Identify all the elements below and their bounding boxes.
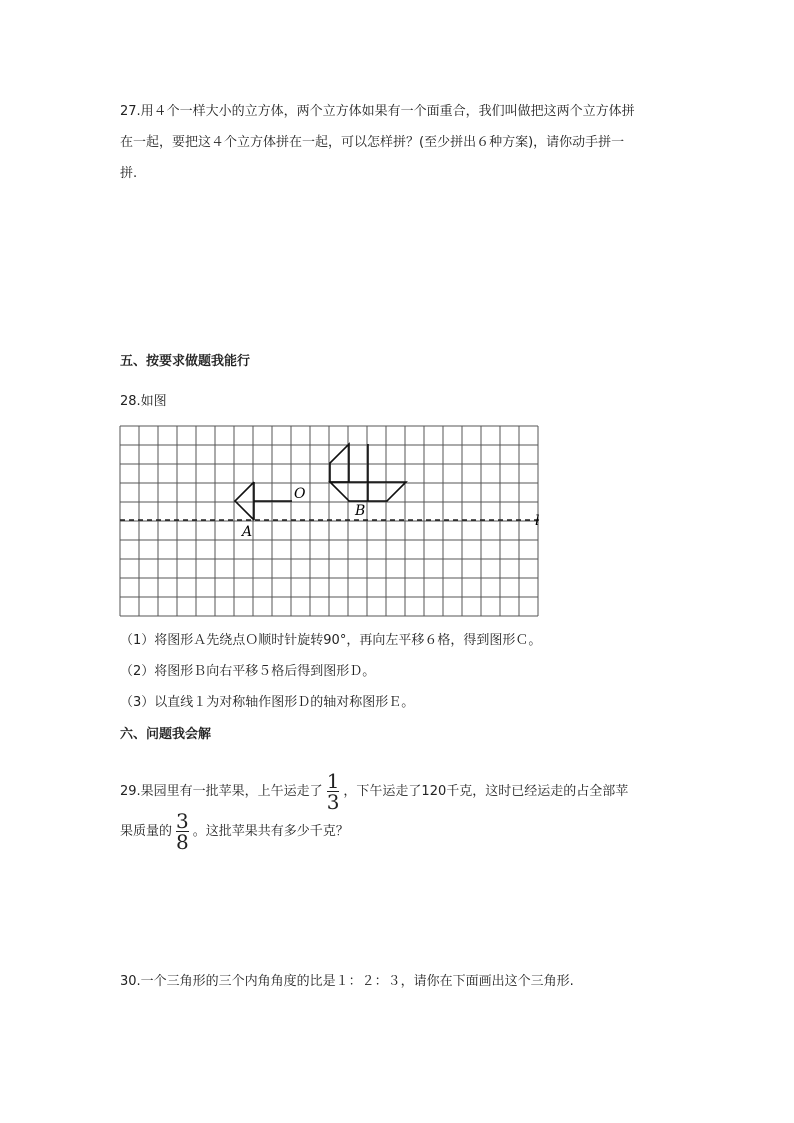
label-l: l [535,513,540,529]
grid-figure [118,424,543,618]
label-b: B [355,503,366,519]
section-6-title: 六、问题我会解 [120,727,212,742]
q28-item-2: （2）将图形Ｂ向右平移５格后得到图形Ｄ。 [120,664,376,679]
q29-text-c: 果质量的 [120,824,173,839]
label-o: O [294,486,306,502]
q27-line-1: 27.用４个一样大小的立方体，两个立方体如果有一个面重合，我们叫做把这两个立方体拼 [120,104,635,119]
fraction-three-eighths-denominator: 8 [176,830,189,854]
q30-text: 30.一个三角形的三个内角角度的比是１：２：３，请你在下面画出这个三角形. [120,974,574,989]
figure-b-sail [330,444,349,482]
fraction-one-third-numerator: 1 [326,769,340,793]
fraction-three-eighths [176,809,189,854]
section-5-title: 五、按要求做题我能行 [120,354,251,369]
q28-item-3: （3）以直线１为对称轴作图形Ｄ的轴对称图形Ｅ。 [120,695,415,710]
q29-text-b: ，下午运走了120千克，这时已经运走的占全部苹 [343,784,629,799]
q29-text-d: 。这批苹果共有多少千克？ [192,824,349,839]
label-a: A [242,524,253,540]
q28-item-1: （1）将图形Ａ先绕点Ｏ顺时针旋转90°，再向左平移６格，得到图形Ｃ。 [120,633,542,648]
figure-a-arrowhead [235,482,254,520]
q29-line-2 [120,800,349,864]
q27-line-2: 在一起，要把这４个立方体拼在一起，可以怎样拼？(至少拼出６种方案)，请你动手拼一 [120,135,625,150]
q29-text-a: 29.果园里有一批苹果，上午运走了 [120,784,323,799]
q28-label: 28.如图 [120,394,167,409]
fraction-one-third-denominator: 3 [326,790,340,814]
q27-line-3: 拼. [120,166,138,181]
fraction-three-eighths-numerator: 3 [176,809,189,833]
grid-lines [120,426,538,616]
